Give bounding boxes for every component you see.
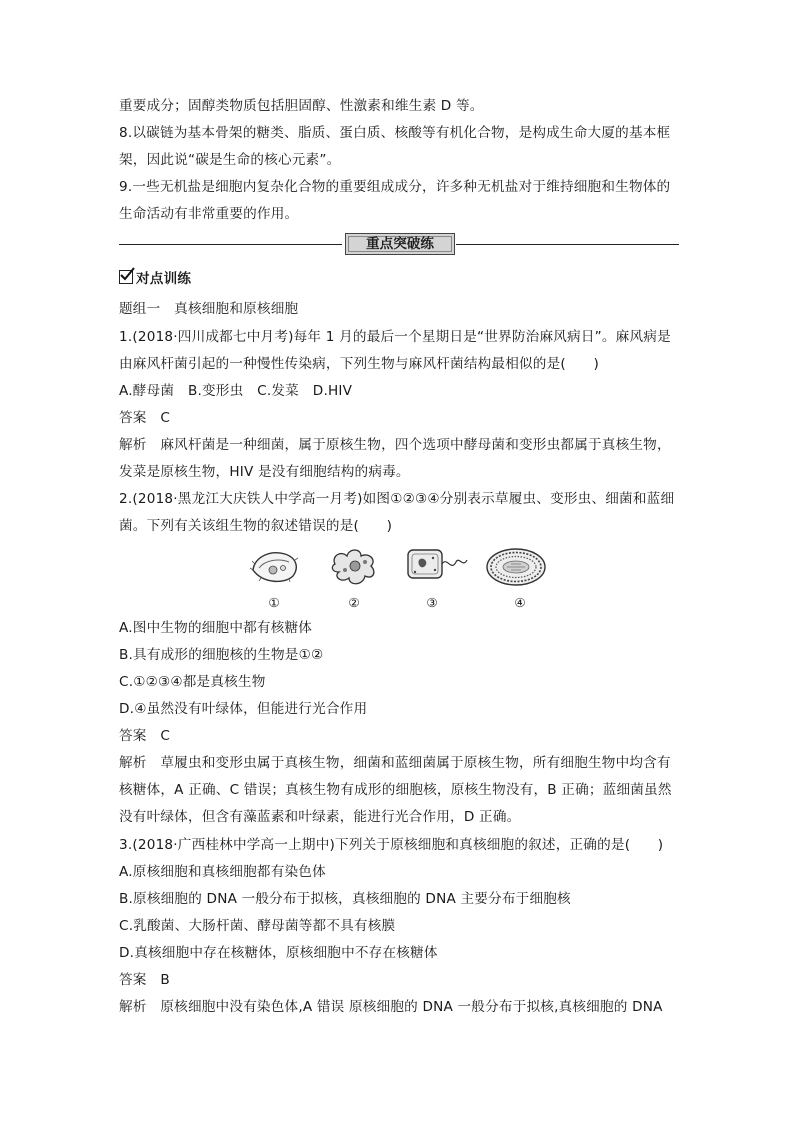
intro-line-4: 9.一些无机盐是细胞内复杂化合物的重要组成成分，许多种无机盐对于维持细胞和生物体的 [119, 179, 671, 195]
figure-label-1: ① [268, 595, 280, 610]
q3-option-b: B.原核细胞的 DNA 一般分布于拟核，真核细胞的 DNA 主要分布于细胞核 [119, 891, 571, 907]
banner-title: 重点突破练 [366, 236, 434, 252]
organism-figure [245, 546, 555, 612]
q3-answer: 答案 B [119, 972, 170, 988]
q3-option-a: A.原核细胞和真核细胞都有染色体 [119, 864, 326, 880]
q3-analysis: 解析 原核细胞中没有染色体,A 错误 原核细胞的 DNA 一般分布于拟核,真核细胞的 DNA [119, 999, 663, 1015]
q3-option-c: C.乳酸菌、大肠杆菌、酵母菌等都不具有核膜 [119, 918, 396, 934]
intro-line-2: 8.以碳链为基本骨架的糖类、脂质、蛋白质、核酸等有机化合物，是构成生命大厦的基本框 [119, 125, 671, 141]
q2-option-a: A.图中生物的细胞中都有核糖体 [119, 620, 313, 636]
intro-line-3: 架，因此说“碳是生命的核心元素”。 [119, 152, 341, 168]
q2-analysis-line-3: 没有叶绿体，但含有藻蓝素和叶绿素，能进行光合作用，D 正确。 [119, 809, 521, 825]
checkbox-checked-icon [119, 270, 133, 284]
bacterium-image [405, 546, 469, 586]
figure-label-3: ③ [426, 595, 438, 610]
q2-option-d: D.④虽然没有叶绿体，但能进行光合作用 [119, 701, 368, 717]
paramecium-image [249, 546, 301, 586]
q1-stem-line-2: 由麻风杆菌引起的一种慢性传染病，下列生物与麻风杆菌结构最相似的是( ) [119, 356, 599, 372]
banner-box [345, 233, 455, 255]
q2-stem-line-1: 2.(2018·黑龙江大庆铁人中学高一月考)如图①②③④分别表示草履虫、变形虫、细菌和蓝细 [119, 491, 675, 507]
q3-stem: 3.(2018·广西桂林中学高一上期中)下列关于原核细胞和真核细胞的叙述，正确的是( ) [119, 837, 664, 853]
section-heading [119, 270, 191, 288]
group-title: 题组一 真核细胞和原核细胞 [119, 301, 299, 317]
q3-option-d: D.真核细胞中存在核糖体，原核细胞中不存在核糖体 [119, 945, 438, 961]
q1-analysis-line-2: 发菜是原核生物，HIV 是没有细胞结构的病毒。 [119, 464, 410, 480]
figure-label-2: ② [348, 595, 360, 610]
q2-option-b: B.具有成形的细胞核的生物是①② [119, 647, 324, 663]
q1-stem-line-1: 1.(2018·四川成都七中月考)每年 1 月的最后一个星期日是“世界防治麻风病日”。麻风病是 [119, 329, 671, 345]
section-title: 对点训练 [136, 271, 192, 287]
q1-analysis-line-1: 解析 麻风杆菌是一种细菌，属于原核生物，四个选项中酵母菌和变形虫都属于真核生物， [119, 437, 671, 453]
figure-label-4: ④ [514, 595, 526, 610]
q2-stem-line-2: 菌。下列有关该组生物的叙述错误的是( ) [119, 518, 393, 534]
intro-line-5: 生命活动有非常重要的作用。 [119, 206, 299, 222]
q2-option-c: C.①②③④都是真核生物 [119, 674, 266, 690]
q2-answer: 答案 C [119, 728, 171, 744]
amoeba-image [329, 546, 379, 588]
q2-analysis-line-1: 解析 草履虫和变形虫属于真核生物，细菌和蓝细菌属于原核生物，所有细胞生物中均含有 [119, 755, 671, 771]
section-banner [119, 233, 679, 255]
q2-analysis-line-2: 核糖体，A 正确、C 错误；真核生物有成形的细胞核，原核生物没有，B 正确；蓝细菌虽然 [119, 782, 672, 798]
blue-green-algae-image [485, 546, 547, 588]
intro-line-1: 重要成分；固醇类物质包括胆固醇、性激素和维生素 D 等。 [119, 98, 484, 114]
banner-rule-left [119, 244, 342, 245]
banner-rule-right [456, 244, 679, 245]
q1-answer: 答案 C [119, 410, 171, 426]
q1-options: A.酵母菌 B.变形虫 C.发菜 D.HIV [119, 383, 353, 399]
